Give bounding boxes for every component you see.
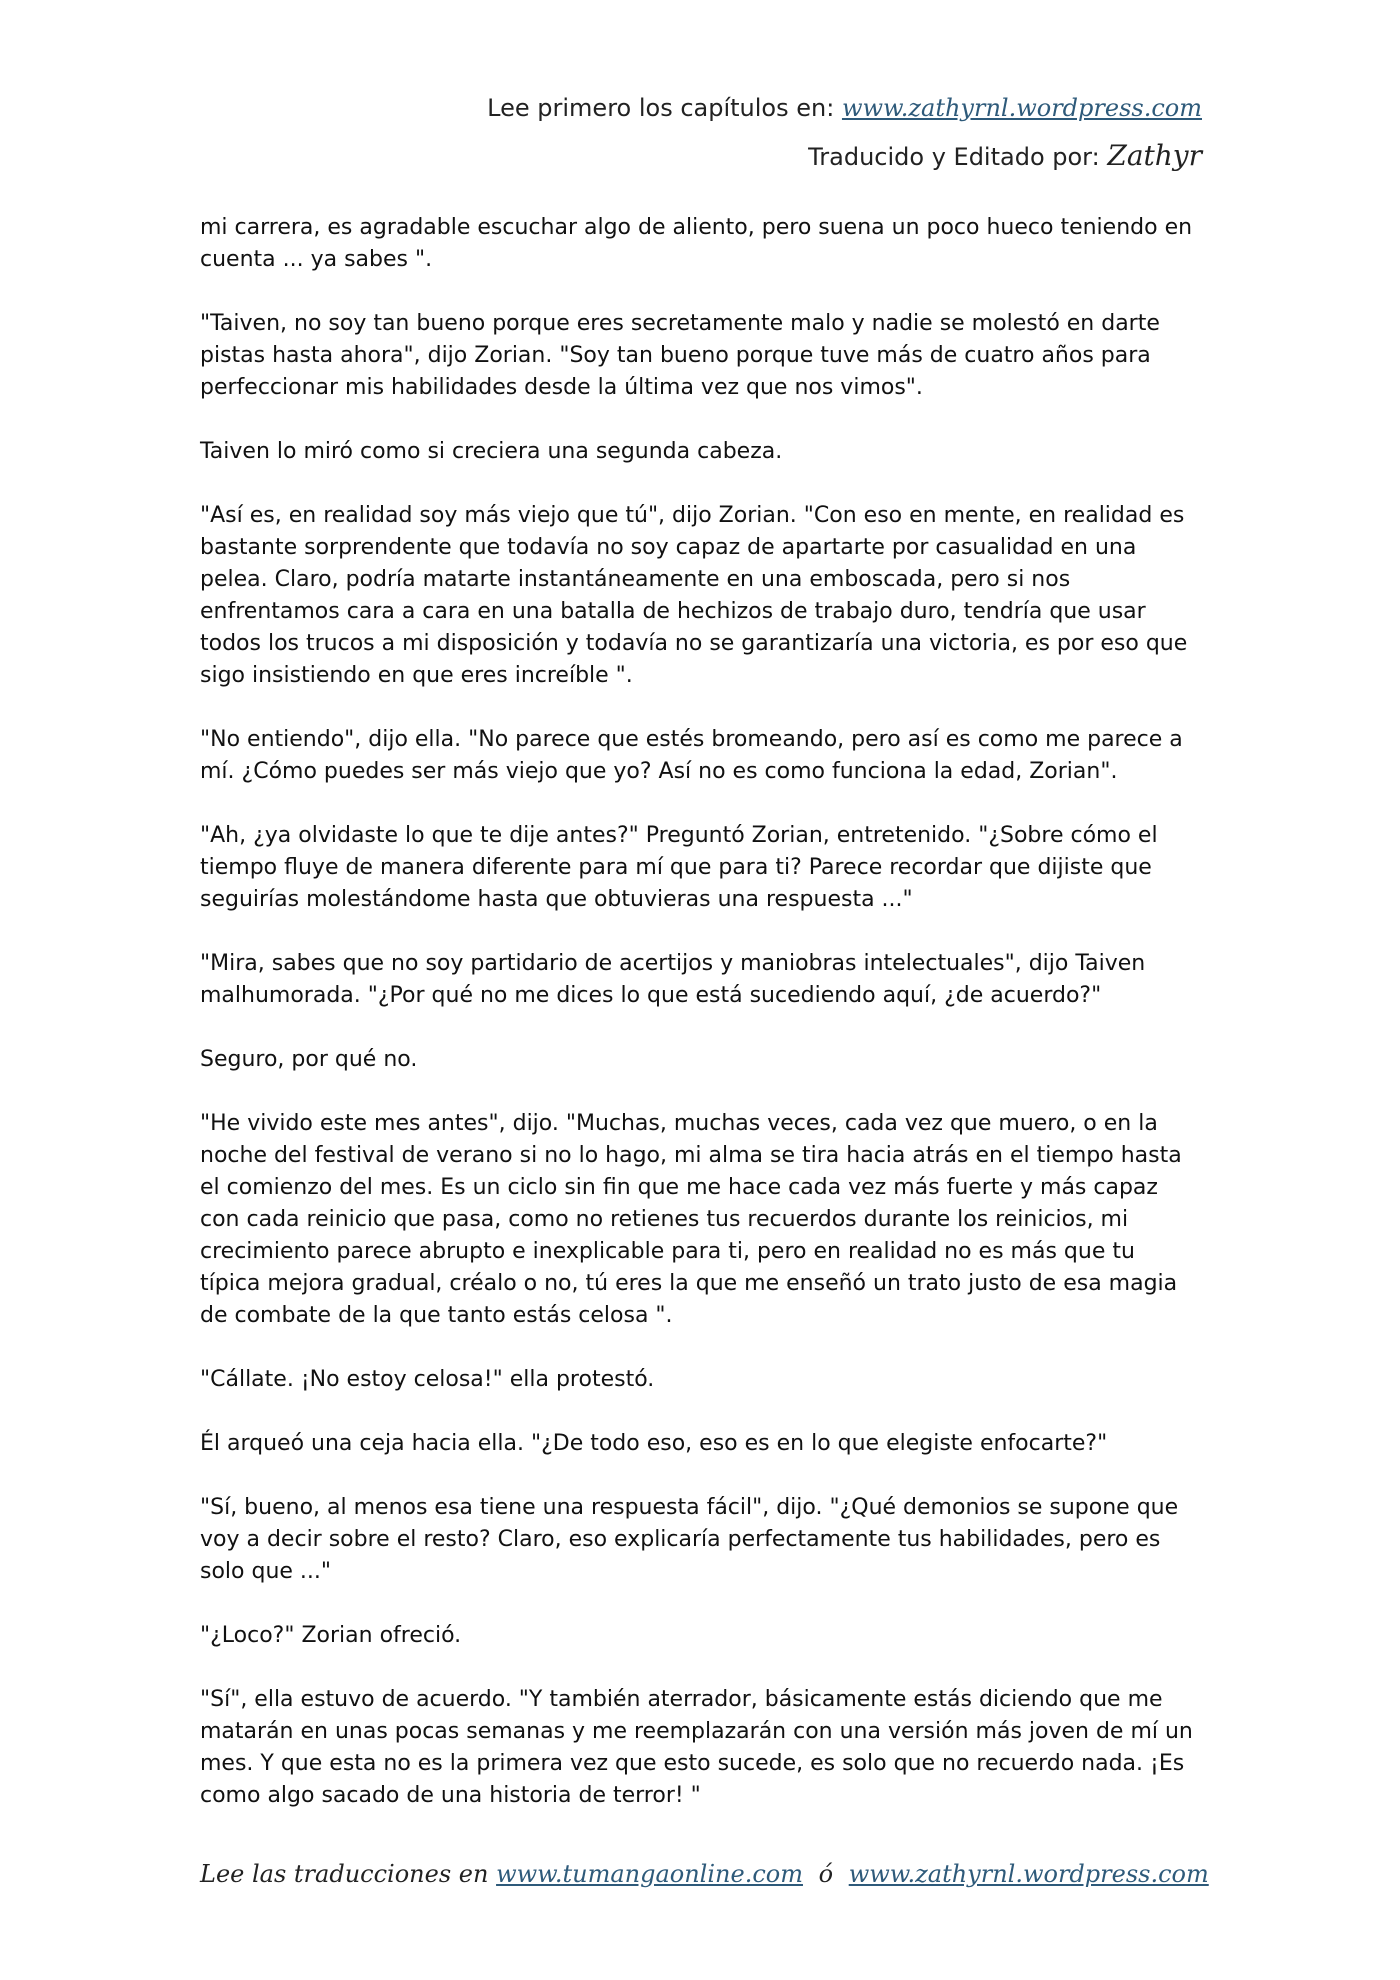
paragraph: "No entiendo", dijo ella. "No parece que estés bromeando, pero así es como me parece a mí. ¿Cómo puedes ser más viejo que yo? Así no es como funciona la edad, Zorian". bbox=[200, 727, 1183, 784]
paragraph: "Sí, bueno, al menos esa tiene una respuesta fácil", dijo. "¿Qué demonios se supone que voy a decir sobre el resto? Claro, eso explicaría perfectamente tus habilidades, pero es solo que ..." bbox=[200, 1495, 1179, 1584]
paragraph: "¿Loco?" Zorian ofreció. bbox=[200, 1623, 462, 1648]
credit-label: Traducido y Editado por: bbox=[808, 143, 1100, 171]
read-first-line bbox=[487, 88, 1202, 128]
paragraph: Taiven lo miró como si creciera una segunda cabeza. bbox=[200, 439, 783, 464]
page-header bbox=[487, 88, 1202, 176]
chapter-text bbox=[200, 212, 1200, 1844]
paragraph: "Mira, sabes que no soy partidario de acertijos y maniobras intelectuales", dijo Taiven malhumorada. "¿Por qué no me dices lo que está sucediendo aquí, ¿de acuerdo?" bbox=[200, 951, 1146, 1008]
paragraph: Seguro, por qué no. bbox=[200, 1047, 418, 1072]
read-first-label: Lee primero los capítulos en: bbox=[487, 94, 835, 122]
paragraph: mi carrera, es agradable escuchar algo de aliento, pero suena un poco hueco teniendo en cuenta ... ya sabes ". bbox=[200, 215, 1193, 272]
paragraph: "He vivido este mes antes", dijo. "Muchas, muchas veces, cada vez que muero, o en la noche del festival de verano si no lo hago, mi alma se tira hacia atrás en el tiempo hasta el comienzo del mes. Es un ciclo sin fin que me hace cada vez más fuerte y más capaz con cada reinicio que pasa, como no retienes tus recuerdos durante los reinicios, mi crecimiento parece abrupto e inexplicable para ti, pero en realidad no es más que tu típica mejora gradual, créalo o no, tú eres la que me enseñó un trato justo de esa magia de combate de la que tanto estás celosa ". bbox=[200, 1111, 1182, 1328]
paragraph: Él arqueó una ceja hacia ella. "¿De todo eso, eso es en lo que elegiste enfocarte?" bbox=[200, 1431, 1108, 1456]
paragraph: "Así es, en realidad soy más viejo que tú", dijo Zorian. "Con eso en mente, en realidad es bastante sorprendente que todavía no soy capaz de apartarte por casualidad en una pelea. Claro, podría matarte instantáneamente en una emboscada, pero si nos enfrentamos cara a cara en una batalla de hechizos de trabajo duro, tendría que usar todos los trucos a mi disposición y todavía no se garantizaría una victoria, es por eso que sigo insistiendo en que eres increíble ". bbox=[200, 503, 1188, 688]
footer-separator: ó bbox=[818, 1860, 834, 1888]
footer-label: Lee las traducciones en bbox=[200, 1860, 489, 1888]
paragraph: "Cállate. ¡No estoy celosa!" ella protestó. bbox=[200, 1367, 655, 1392]
paragraph: "Taiven, no soy tan bueno porque eres secretamente malo y nadie se molestó en darte pistas hasta ahora", dijo Zorian. "Soy tan bueno porque tuve más de cuatro años para perfeccionar mis habilidades desde la última vez que nos vimos". bbox=[200, 311, 1160, 400]
paragraph: "Sí", ella estuvo de acuerdo. "Y también aterrador, básicamente estás diciendo que me matarán en unas pocas semanas y me reemplazarán con una versión más joven de mí un mes. Y que esta no es la primera vez que esto sucede, es solo que no recuerdo nada. ¡Es como algo sacado de una historia de terror! " bbox=[200, 1687, 1193, 1808]
page-footer bbox=[200, 1860, 1209, 1888]
footer-link-tumangaonline[interactable]: www.tumangaonline.com bbox=[496, 1860, 803, 1888]
credit-line bbox=[487, 136, 1202, 176]
credit-name: Zathyr bbox=[1107, 139, 1202, 172]
read-first-link[interactable]: www.zathyrnl.wordpress.com bbox=[841, 94, 1202, 122]
paragraph: "Ah, ¿ya olvidaste lo que te dije antes?" Preguntó Zorian, entretenido. "¿Sobre cómo el tiempo fluye de manera diferente para mí que para ti? Parece recordar que dijiste que seguirías molestándome hasta que obtuvieras una respuesta ..." bbox=[200, 823, 1158, 912]
footer-link-zathyrnl[interactable]: www.zathyrnl.wordpress.com bbox=[848, 1860, 1209, 1888]
